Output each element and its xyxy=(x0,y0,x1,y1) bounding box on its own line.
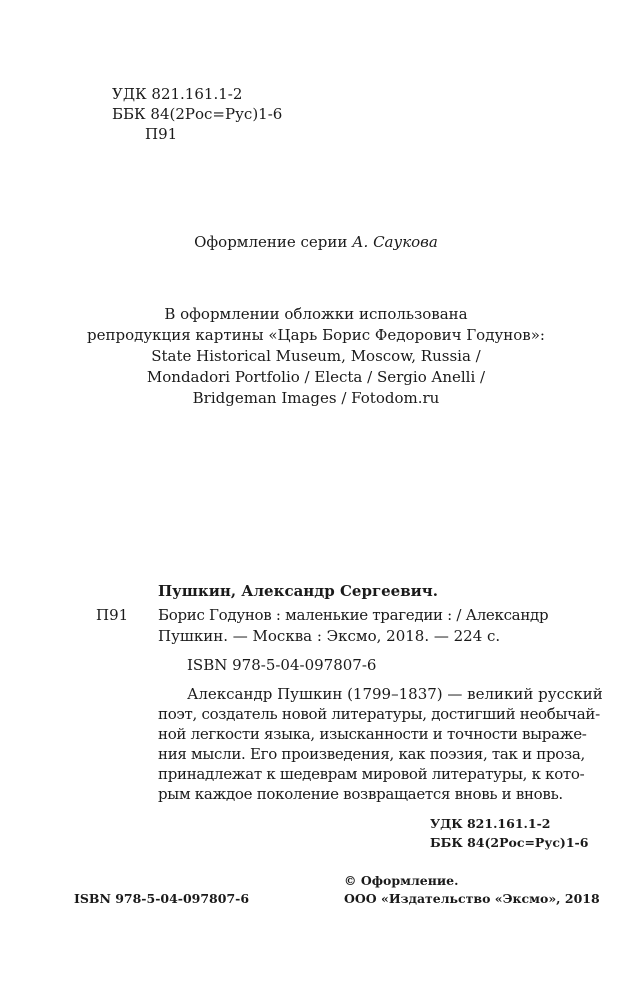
annotation-line: рым каждое поколение возвращается вновь и вновь. xyxy=(158,785,563,803)
catalog-bbk: ББК 84(2Рос=Рус)1-6 xyxy=(430,835,589,850)
catalog-isbn: ISBN 978-5-04-097807-6 xyxy=(187,656,377,674)
annotation-line: поэт, создатель новой литературы, достигший необычай- xyxy=(158,705,600,723)
annotation-line: ной легкости языка, изысканности и точности выраже- xyxy=(158,725,587,743)
footer-copyright-2: ООО «Издательство «Эксмо», 2018 xyxy=(344,891,600,906)
footer-copyright-1: © Оформление. xyxy=(344,873,459,888)
cover-credit-line-1: В оформлении обложки использована xyxy=(164,305,468,323)
catalog-annotation xyxy=(158,684,603,804)
series-designer: А. Саукова xyxy=(352,233,438,251)
cover-credit-line-5: Bridgeman Images / Fotodom.ru xyxy=(192,389,440,407)
top-udk: УДК 821.161.1-2 xyxy=(112,85,243,103)
annotation-line: ния мысли. Его произведения, как поэзия, так и проза, xyxy=(158,745,585,763)
annotation-line: принадлежат к шедеврам мировой литературы, к кото- xyxy=(158,765,585,783)
cover-credit-line-3: State Historical Museum, Moscow, Russia / xyxy=(151,347,481,365)
catalog-mark: П91 xyxy=(96,606,129,624)
footer-isbn: ISBN 978-5-04-097807-6 xyxy=(74,891,250,906)
annotation-line: Александр Пушкин (1799–1837) — великий русский xyxy=(187,685,603,703)
cover-credit-line-4: Mondadori Portfolio / Electa / Sergio Anelli / xyxy=(146,368,486,386)
catalog-udk: УДК 821.161.1-2 xyxy=(430,816,551,831)
catalog-heading: Пушкин, Александр Сергеевич. xyxy=(158,582,438,600)
catalog-title-line-2: Пушкин. — Москва : Эксмо, 2018. — 224 с. xyxy=(158,627,501,645)
top-author-mark: П91 xyxy=(145,125,178,143)
series-design-line xyxy=(0,232,632,252)
cover-credit-line-2: репродукция картины «Царь Борис Федорович Годунов»: xyxy=(87,326,545,344)
top-bbk: ББК 84(2Рос=Рус)1-6 xyxy=(112,105,283,123)
catalog-title-line-1: Борис Годунов : маленькие трагедии : / Александр xyxy=(158,606,549,624)
series-design-prefix: Оформление серии xyxy=(194,233,348,251)
